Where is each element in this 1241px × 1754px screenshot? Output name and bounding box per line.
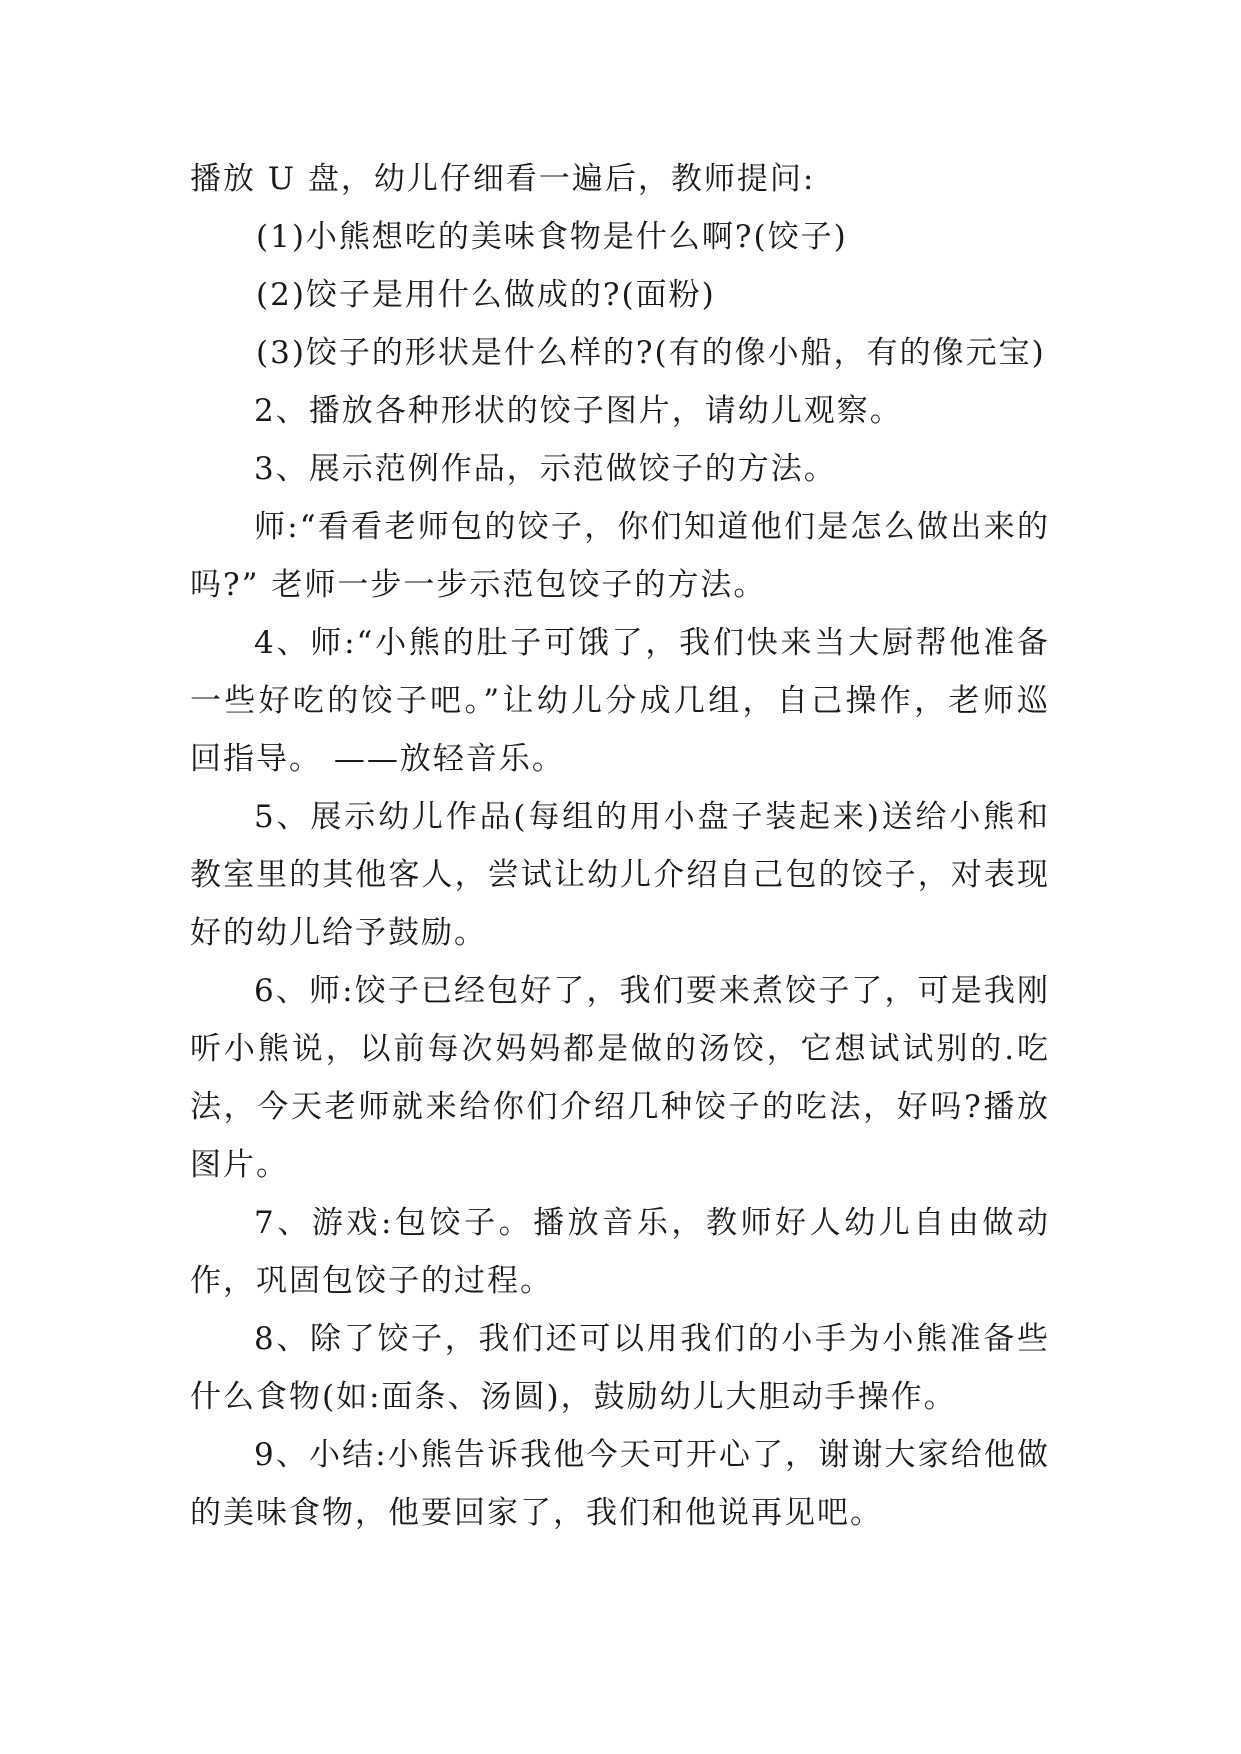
step-7: 7、游戏:包饺子。播放音乐，教师好人幼儿自由做动作，巩固包饺子的过程。 [190, 1205, 1050, 1299]
step-5: 5、展示幼儿作品(每组的用小盘子装起来)送给小熊和教室里的其他客人，尝试让幼儿介绍自己包的饺子，对表现好的幼儿给予鼓励。 [190, 799, 1050, 951]
document-body [190, 150, 1050, 1542]
step-2: 2、播放各种形状的饺子图片，请幼儿观察。 [254, 393, 903, 429]
step-8: 8、除了饺子，我们还可以用我们的小手为小熊准备些什么食物(如:面条、汤圆)，鼓励幼儿大胆动手操作。 [190, 1321, 1050, 1415]
paragraph-intro: 播放 U 盘，幼儿仔细看一遍后，教师提问: [190, 161, 816, 197]
step-6: 6、师:饺子已经包好了，我们要来煮饺子了，可是我刚听小熊说，以前每次妈妈都是做的汤饺，它想试试别的.吃法，今天老师就来给你们介绍几种饺子的吃法，好吗?播放图片。 [190, 973, 1050, 1183]
question-1: (1)小熊想吃的美味食物是什么啊?(饺子) [256, 219, 848, 255]
teacher-demo: 师:“看看老师包的饺子，你们知道他们是怎么做出来的吗?” 老师一步一步示范包饺子的方法。 [190, 509, 1050, 603]
step-4: 4、师:“小熊的肚子可饿了，我们快来当大厨帮他准备一些好吃的饺子吧。”让幼儿分成几组，自己操作，老师巡回指导。 ——放轻音乐。 [190, 625, 1050, 777]
step-9: 9、小结:小熊告诉我他今天可开心了，谢谢大家给他做的美味食物，他要回家了，我们和他说再见吧。 [190, 1437, 1050, 1531]
question-3: (3)饺子的形状是什么样的?(有的像小船，有的像元宝) [256, 335, 1046, 371]
step-3: 3、展示范例作品，示范做饺子的方法。 [254, 451, 837, 487]
question-2: (2)饺子是用什么做成的?(面粉) [256, 277, 716, 313]
